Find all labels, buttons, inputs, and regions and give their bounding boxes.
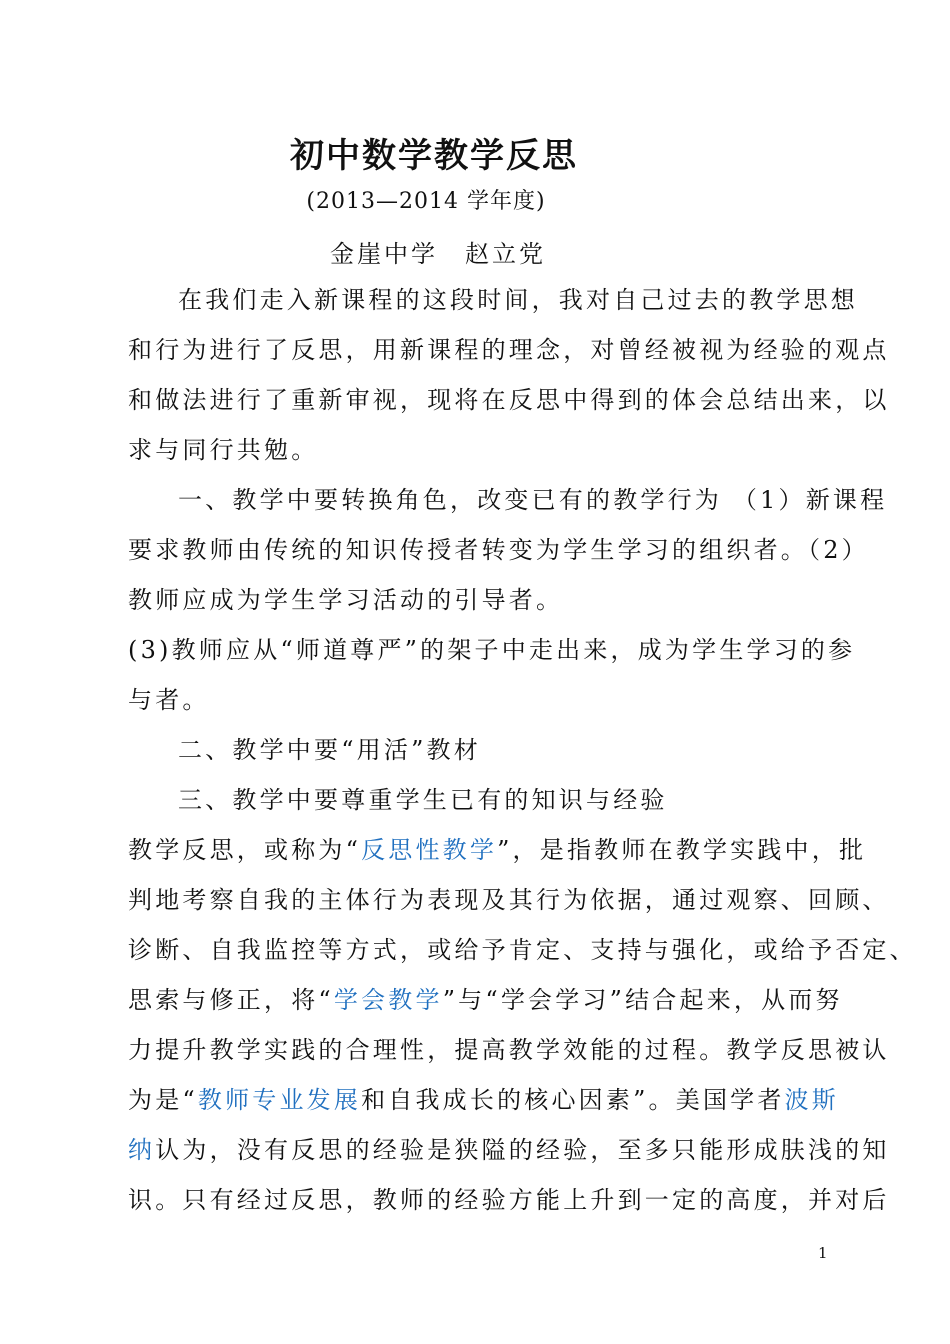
section-heading: 三、教学中要尊重学生已有的知识与经验 [178, 786, 668, 814]
paragraph-line: 和做法进行了重新审视，现将在反思中得到的体会总结出来，以 [128, 386, 890, 414]
page-number: 1 [818, 1244, 828, 1262]
paragraph-line [128, 1083, 839, 1117]
paragraph-line: 判地考察自我的主体行为表现及其行为依据，通过观察、回顾、 [128, 886, 890, 914]
paragraph-line [128, 983, 843, 1017]
link-learn-teaching[interactable]: 学会教学 [333, 986, 443, 1014]
link-reflective-teaching[interactable]: 反思性教学 [361, 836, 498, 864]
section-heading: 二、教学中要“用活”教材 [178, 736, 481, 764]
paragraph-line: 教师应成为学生学习活动的引导者。 [128, 586, 564, 614]
link-teacher-professional-development[interactable]: 教师专业发展 [197, 1086, 362, 1114]
text-segment: 为是“ [128, 1086, 198, 1114]
text-segment: ”，是指教师在教学实践中，批 [497, 836, 867, 864]
paragraph-line: 识。只有经过反思，教师的经验方能上升到一定的高度，并对后 [128, 1186, 890, 1214]
text-segment: 教学反思，或称为“ [128, 836, 362, 864]
text-segment: 和自我成长的核心因素”。美国学者 [361, 1086, 785, 1114]
paragraph-line [128, 833, 867, 867]
paragraph-line [128, 1133, 890, 1167]
document-title: 初中数学教学反思 [290, 136, 578, 176]
link-posner-continued[interactable]: 纳 [128, 1136, 156, 1164]
document-author: 金崖中学 赵立党 [330, 240, 546, 268]
link-posner[interactable]: 波斯 [784, 1086, 839, 1114]
paragraph-line: 力提升教学实践的合理性，提高教学效能的过程。教学反思被认 [128, 1036, 890, 1064]
paragraph-line: 诊断、自我监控等方式，或给予肯定、支持与强化，或给予否定、 [128, 936, 917, 964]
text-segment: 思索与修正，将“ [128, 986, 334, 1014]
paragraph-line: 与者。 [128, 686, 210, 714]
paragraph-line: 和行为进行了反思，用新课程的理念，对曾经被视为经验的观点 [128, 336, 890, 364]
paragraph-line: (3)教师应从“师道尊严”的架子中走出来，成为学生学习的参 [128, 636, 856, 664]
paragraph-line: 一、教学中要转换角色，改变已有的教学行为 （1）新课程 [178, 486, 888, 514]
paragraph-line: 要求教师由传统的知识传授者转变为学生学习的组织者。（2） [128, 536, 869, 564]
document-subtitle: (2013—2014 学年度) [306, 189, 546, 214]
paragraph-line: 求与同行共勉。 [128, 436, 319, 464]
text-segment: 认为，没有反思的经验是狭隘的经验，至多只能形成肤浅的知 [155, 1136, 890, 1164]
text-segment: ”与“学会学习”结合起来，从而努 [442, 986, 843, 1014]
paragraph-line: 在我们走入新课程的这段时间，我对自己过去的教学思想 [178, 286, 858, 314]
